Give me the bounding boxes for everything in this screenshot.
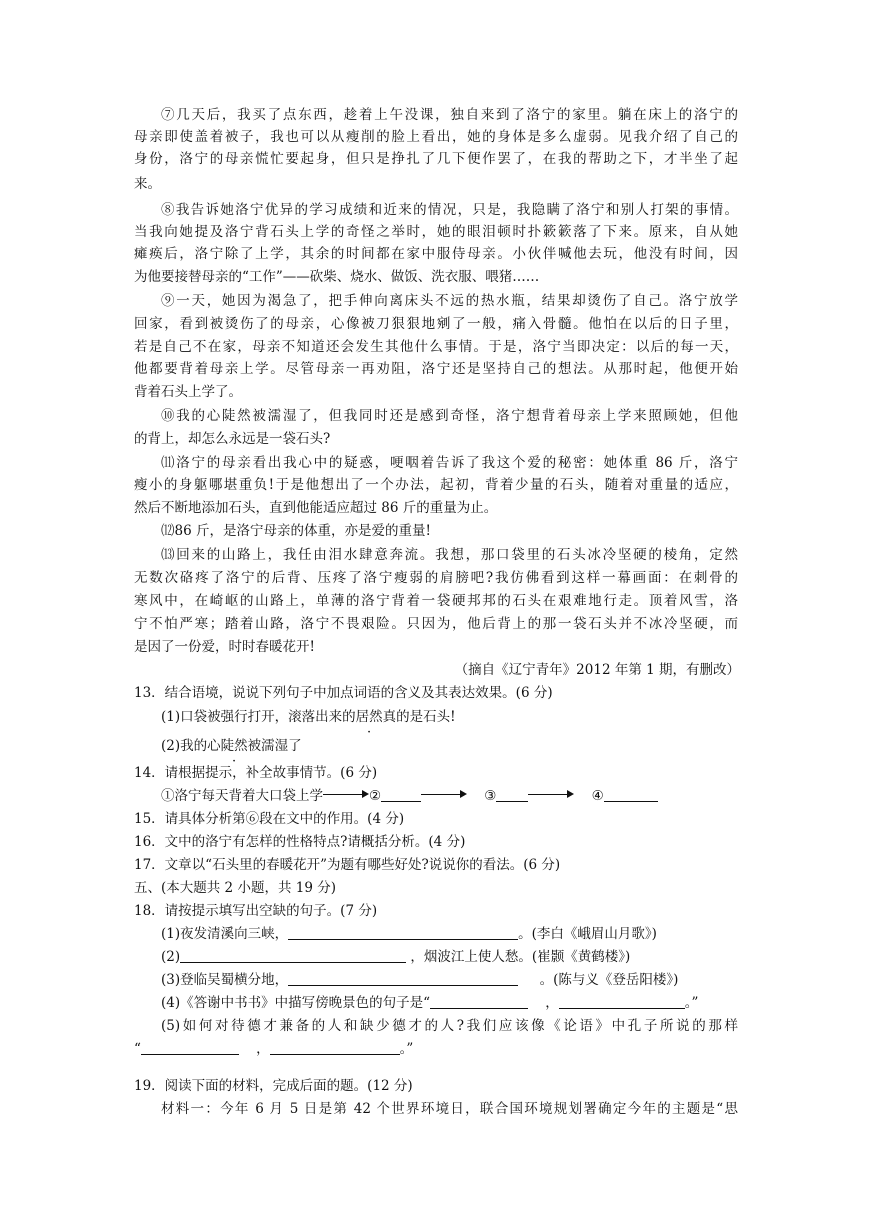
question-18-item-1 — [161, 923, 741, 945]
answer-blank[interactable] — [288, 971, 518, 986]
paragraph-10-line: ⑩我的心陡然被濡湿了，但我同时还是感到奇怪，洛宁想背着母亲上学来照顾她，但他 — [161, 408, 738, 424]
paragraph-11-line: 瘦小的身躯哪堪重负!于是他想出了一个办法，起初，背着少量的石头，随着对重量的适应， — [134, 477, 738, 493]
question-15: 15．请具体分析第⑥段在文中的作用。(4 分) — [134, 811, 405, 827]
question-13-item-1 — [161, 706, 765, 732]
paragraph-8-line: 为他要接替母亲的“工作”——砍柴、烧水、做饭、洗衣服、喂猪…… — [134, 269, 540, 285]
arrow-right-icon — [528, 788, 574, 802]
question-18-item-3 — [161, 969, 741, 991]
question-14-stem: 14．请根据提示，补全故事情节。(6 分) — [134, 765, 378, 781]
item-text: (1)夜发清溪向三峡， — [161, 926, 289, 942]
arrow-right-icon — [421, 788, 467, 802]
question-13-stem: 13．结合语境，说说下列句子中加点词语的含义及其表达效果。(6 分) — [134, 685, 553, 701]
item-text: (4)《答谢中书书》中描写傍晚景色的句子是“ — [161, 995, 431, 1011]
answer-blank[interactable] — [559, 994, 685, 1009]
paragraph-9-line: 他都要背着母亲上学。尽管母亲一再劝阻，洛宁还是坚持自己的想法。从那时起，他便开始 — [134, 361, 738, 377]
question-18-item-5: (5)如何对待德才兼备的人和缺少德才的人?我们应该像《论语》中孔子所说的那样 — [161, 1018, 738, 1034]
question-18-item-5-answer — [134, 1038, 734, 1060]
question-17: 17．文章以“石头里的春暖花开”为题有哪些好处?说说你的看法。(6 分) — [134, 857, 561, 873]
paragraph-11-line: ⑾洛宁的母亲看出我心中的疑惑，哽咽着告诉了我这个爱的秘密：她体重 86 斤，洛宁 — [161, 455, 738, 471]
answer-blank[interactable] — [288, 925, 518, 940]
arrow-right-icon — [323, 788, 369, 802]
item-text: 。(李白《峨眉山月歌》) — [518, 926, 657, 942]
plot-step-4-label: ④ — [591, 788, 604, 804]
question-19-material-1: 材料一：今年 6 月 5 日是第 42 个世界环境日，联合国环境规划署确定今年的主题是“思 — [161, 1101, 738, 1117]
paragraph-13-line: 无数次硌疼了洛宁的后背、压疼了洛宁瘦弱的肩膀吧?我仿佛看到这样一幕画面：在刺骨的 — [134, 570, 738, 586]
paragraph-8-line: ⑧我告诉她洛宁优异的学习成绩和近来的情况，只是，我隐瞒了洛宁和别人打架的事情。 — [161, 202, 738, 218]
answer-blank[interactable] — [496, 787, 528, 802]
paragraph-9-line: 回家，看到被烫伤了的母亲，心像被刀狠狠地剜了一般，痛入骨髓。他怕在以后的日子里， — [134, 316, 738, 332]
paragraph-13-line: 是因了一份爱，时时春暖花开! — [134, 639, 315, 655]
answer-blank[interactable] — [180, 948, 406, 963]
item-text: 。” — [684, 995, 699, 1011]
dotted-word: 居然 — [355, 709, 383, 725]
plot-step-3-label: ③ — [484, 788, 497, 804]
answer-blank[interactable] — [381, 787, 421, 802]
paragraph-7-line: 身份，洛宁的母亲慌忙要起身，但只是挣扎了几下便作罢了，在我的帮助之下，才半坐了起 — [134, 151, 738, 167]
item-text: “ — [134, 1041, 141, 1057]
question-18-stem: 18．请按提示填写出空缺的句子。(7 分) — [134, 903, 378, 919]
item-text: 被濡湿了 — [247, 738, 302, 754]
section-5-heading: 五、(本大题共 2 小题，共 19 分) — [134, 880, 336, 896]
item-text: ， — [545, 995, 559, 1011]
paragraph-11-line: 然后不断地添加石头，直到他能适应超过 86 斤的重量为止。 — [134, 500, 498, 516]
paragraph-12-line: ⑿86 斤，是洛宁母亲的体重，亦是爱的重量! — [161, 523, 431, 539]
item-text: (2) — [161, 949, 181, 965]
paragraph-8-line: 瘫痪后，洛宁除了上学，其余的时间都在家中服侍母亲。小伙伴喊他去玩，他没有时间，因 — [134, 246, 738, 262]
plot-step-1: ①洛宁每天背着大口袋上学 — [161, 788, 323, 804]
paragraph-9-line: ⑨一天，她因为渴急了，把手伸向离床头不远的热水瓶，结果却烫伤了自己。洛宁放学 — [161, 293, 738, 309]
item-text: 。” — [399, 1041, 414, 1057]
paragraph-9-line: 背着石头上学了。 — [134, 384, 242, 400]
answer-blank[interactable] — [270, 1040, 400, 1055]
paragraph-8-line: 当我向她提及洛宁背石头上学的奇怪之举时，她的眼泪顿时扑簌簌落了下来。原来，自从她 — [134, 224, 738, 240]
dotted-word: 陡然 — [220, 738, 248, 754]
plot-step-2-label: ② — [369, 788, 382, 804]
item-text: ， — [256, 1041, 270, 1057]
item-text: (1)口袋被强行打开，滚落出来的 — [161, 709, 356, 725]
paragraph-10-line: 的背上，却怎么永远是一袋石头? — [134, 431, 331, 447]
paragraph-7-line: ⑦几天后，我买了点东西，趁着上午没课，独自来到了洛宁的家里。躺在床上的洛宁的 — [161, 107, 738, 123]
question-13-item-2 — [161, 735, 765, 761]
item-text: 。(陈与义《登岳阳楼》) — [539, 972, 679, 988]
question-19-stem: 19．阅读下面的材料，完成后面的题。(12 分) — [134, 1078, 413, 1094]
question-16: 16．文中的洛宁有怎样的性格特点?请概括分析。(4 分) — [134, 834, 466, 850]
question-18-item-4 — [161, 992, 741, 1014]
paragraph-13-line: ⒀回来的山路上，我任由泪水肆意奔流。我想，那口袋里的石头冰冷坚硬的棱角，定然 — [161, 547, 738, 563]
paragraph-7-line: 母亲即使盖着被子，我也可以从瘦削的脸上看出，她的身体是多么虚弱。见我介绍了自己的 — [134, 129, 738, 145]
answer-blank[interactable] — [604, 787, 658, 802]
question-14-plot-steps — [161, 785, 741, 807]
item-text: (3)登临吴蜀横分地， — [161, 972, 289, 988]
paragraph-13-line: 寒风中，在崎岖的山路上，单薄的洛宁背着一袋硬邦邦的石头在艰难地行走。顶着风雪，洛 — [134, 593, 738, 609]
paragraph-13-line: 宁不怕严寒；踏着山路，洛宁不畏艰险。只因为，他后背上的那一袋石头并不冰冷坚硬，而 — [134, 616, 738, 632]
answer-blank[interactable] — [141, 1040, 239, 1055]
answer-blank[interactable] — [430, 994, 528, 1009]
paragraph-7-line: 来。 — [134, 176, 161, 192]
item-text: 真的是石头! — [382, 709, 456, 725]
question-18-item-2 — [161, 946, 741, 968]
item-text: (2)我的心 — [161, 738, 221, 754]
source-citation: （摘自《辽宁青年》2012 年第 1 期，有删改） — [454, 662, 740, 678]
paragraph-9-line: 若是自己不在家，母亲不知道还会发生其他什么事情。于是，洛宁当即决定：以后的每一天， — [134, 339, 738, 355]
item-text: ，烟波江上使人愁。(崔颢《黄鹤楼》) — [410, 949, 631, 965]
